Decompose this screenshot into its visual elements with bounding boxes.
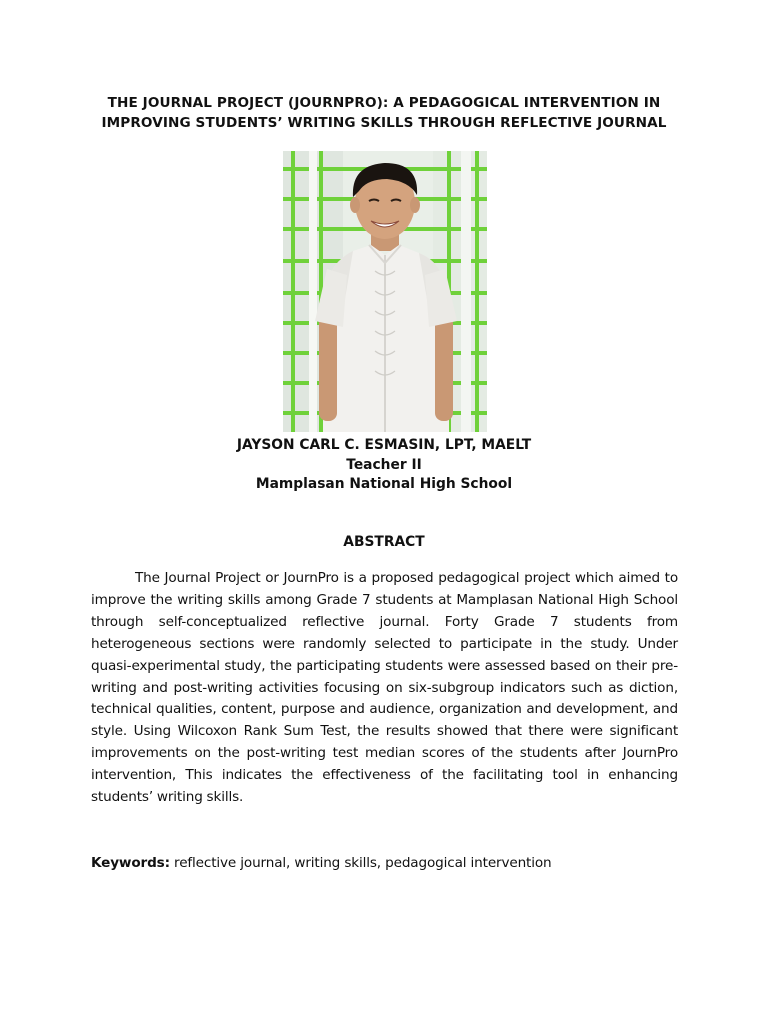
author-name: JAYSON CARL C. ESMASIN, LPT, MAELT	[236, 437, 532, 453]
author-position: Teacher II	[346, 456, 422, 473]
abstract-heading: ABSTRACT	[343, 534, 425, 550]
keywords-text: reflective journal, writing skills, pedagogical intervention	[169, 855, 552, 871]
abstract-body: The Journal Project or JournPro is a proposed pedagogical project which aimed to improve the writing skills among Grade 7 students at Mamplasan National High School through self-conceptualized reflective journal. Forty Grade 7 students from heterogeneous sections were randomly selected to participate in the study. Under quasi-experimental study, the participating students were assessed based on their pre-writing and post-writing activities focusing on six-subgroup indicators such as diction, technical qualities, content, purpose and audience, organization and development, and style. Using Wilcoxon Rank Sum Test, the results showed that there were significant improvements on the post-writing test median scores of the students after JournPro intervention, This indicates the effectiveness of the facilitating tool in enhancing students’ writing skills.	[91, 570, 678, 806]
keywords-label: Keywords:	[91, 855, 170, 871]
author-block	[60, 436, 708, 495]
paper-title	[60, 93, 708, 133]
author-photo-illustration	[283, 151, 487, 432]
keywords-line	[91, 852, 691, 874]
title-line-1: THE JOURNAL PROJECT (JOURNPRO): A PEDAGOGICAL INTERVENTION IN	[107, 95, 661, 111]
author-photo	[283, 151, 487, 432]
title-line-2: IMPROVING STUDENTS’ WRITING SKILLS THROUGH REFLECTIVE JOURNAL	[101, 115, 667, 131]
author-school: Mamplasan National High School	[255, 476, 513, 492]
